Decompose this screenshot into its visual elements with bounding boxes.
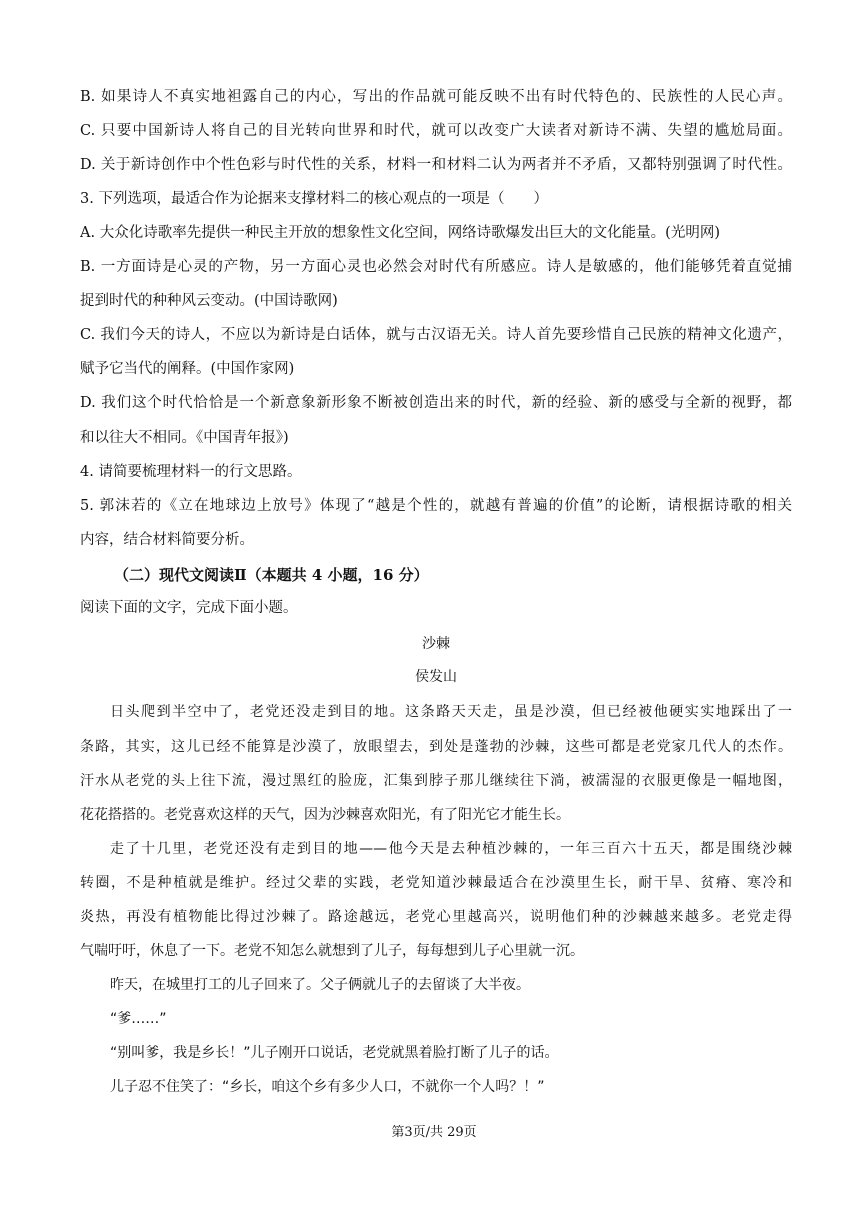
- q3-option-c-line: C. 我们今天的诗人，不应以为新诗是白话体，就与古汉语无关。诗人首先要珍惜自己民族的精神文化遗产，: [80, 327, 792, 343]
- story-paragraph-1-line-1: 日头爬到半空中了，老党还没走到目的地。这条路天天走，虽是沙漠，但已经被他硬实实地踩出了一: [110, 704, 792, 720]
- page-number: 第3页/共 29页: [391, 1125, 477, 1140]
- q3-option-b-line: B. 一方面诗是心灵的产物，另一方面心灵也必然会对时代有所感应。诗人是敏感的，他们能够凭着直觉捕: [80, 259, 792, 275]
- story-paragraph-1-line-2: 条路，其实，这儿已经不能算是沙漠了，放眼望去，到处是蓬勃的沙棘，这些可都是老党家几代人的杰作。: [80, 739, 792, 755]
- option-c-line: C. 只要中国新诗人将自己的目光转向世界和时代，就可以改变广大读者对新诗不满、失望的尴尬局面。: [80, 123, 792, 139]
- q3-option-b-line-2: 捉到时代的种种风云变动。(中国诗歌网): [80, 293, 338, 309]
- story-dialogue-2: “别叫爹，我是乡长！”儿子刚开口说话，老党就黑着脸打断了儿子的话。: [110, 1045, 559, 1061]
- question-4-line: 4. 请简要梳理材料一的行文思路。: [80, 464, 302, 480]
- q3-option-a-line: A. 大众化诗歌率先提供一种民主开放的想象性文化空间，网络诗歌爆发出巨大的文化能量。(光明网): [80, 225, 720, 241]
- section-heading: （二）现代文阅读Ⅱ（本题共 4 小题，16 分）: [114, 566, 429, 584]
- story-paragraph-2-line-3: 炎热，再没有植物能比得过沙棘了。路途越远，老党心里越高兴，说明他们种的沙棘越来越多。老党走得: [80, 909, 792, 925]
- question-5-line-2: 内容，结合材料简要分析。: [80, 532, 254, 548]
- question-5-line: 5. 郭沫若的《立在地球边上放号》体现了“越是个性的，就越有普遍的价值”的论断，请根据诗歌的相关: [80, 498, 792, 514]
- story-paragraph-2-line-1: 走了十几里，老党还没有走到目的地——他今天是去种植沙棘的，一年三百六十五天，都是围绕沙棘: [110, 841, 792, 857]
- story-dialogue-3: 儿子忍不住笑了：“乡长，咱这个乡有多少人口，不就你一个人吗？！”: [110, 1079, 545, 1095]
- question-3-line: 3. 下列选项，最适合作为论据来支撑材料二的核心观点的一项是（ ）: [80, 191, 548, 207]
- q3-option-c-line-2: 赋予它当代的阐释。(中国作家网): [80, 361, 295, 377]
- q3-option-d-line: D. 我们这个时代恰恰是一个新意象新形象不断被创造出来的时代，新的经验、新的感受与全新的视野，都: [80, 395, 792, 411]
- story-author: 侯发山: [415, 669, 457, 685]
- story-dialogue-1: “爹……”: [110, 1011, 167, 1027]
- story-paragraph-2-line-2: 转圈，不是种植就是维护。经过父辈的实践，老党知道沙棘最适合在沙漠里生长，耐干旱、贫瘠、寒冷和: [80, 875, 792, 891]
- option-d-line: D. 关于新诗创作中个性色彩与时代性的关系，材料一和材料二认为两者并不矛盾，又都特别强调了时代性。: [80, 157, 792, 173]
- story-paragraph-2-line-4: 气喘吁吁，休息了一下。老党不知怎么就想到了儿子，每每想到儿子心里就一沉。: [80, 943, 584, 959]
- story-title: 沙棘: [422, 636, 450, 652]
- story-paragraph-3: 昨天，在城里打工的儿子回来了。父子俩就儿子的去留谈了大半夜。: [110, 977, 530, 993]
- reading-instruction: 阅读下面的文字，完成下面小题。: [80, 600, 298, 616]
- option-b-line: B. 如果诗人不真实地袒露自己的内心，写出的作品就可能反映不出有时代特色的、民族性的人民心声。: [80, 89, 792, 105]
- story-paragraph-1-line-4: 花花搭搭的。老党喜欢这样的天气，因为沙棘喜欢阳光，有了阳光它才能生长。: [80, 807, 570, 823]
- q3-option-d-line-2: 和以往大不相同。《中国青年报》): [80, 430, 289, 446]
- story-paragraph-1-line-3: 汗水从老党的头上往下流，漫过黑红的脸庞，汇集到脖子那儿继续往下淌，被濡湿的衣服更像是一幅地图，: [80, 773, 792, 789]
